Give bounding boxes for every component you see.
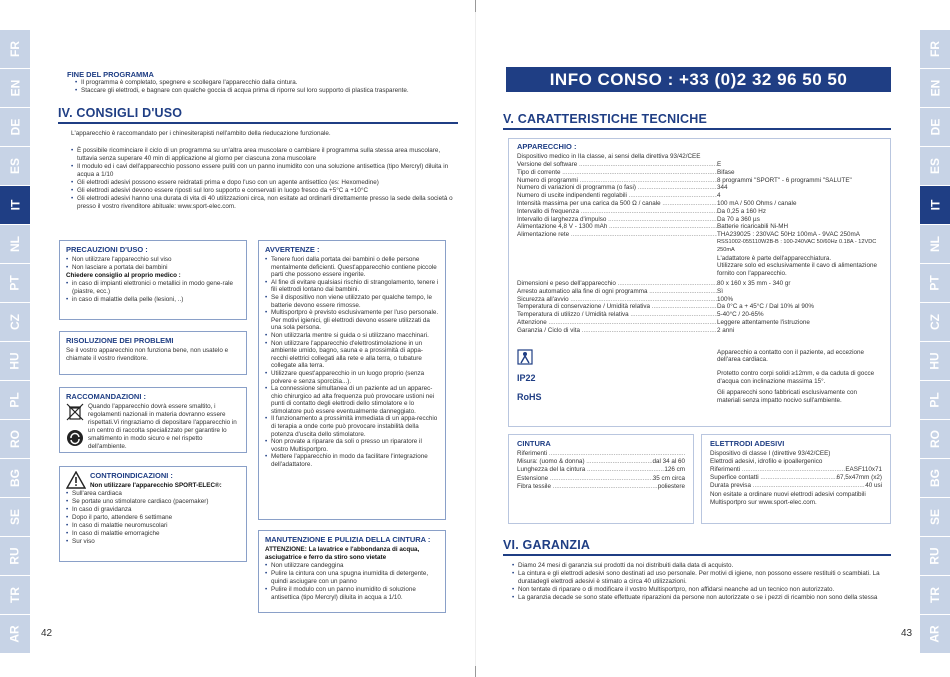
list-item: • Diamo 24 mesi di garanzia sui prodotti da noi distribuiti dalla data di acquisto. — [512, 562, 897, 570]
language-tab-hu[interactable] — [920, 342, 950, 380]
language-tab-bg[interactable] — [0, 459, 30, 497]
spec-row — [517, 458, 685, 466]
list-item: • Non lasciare a portata dei bambini — [66, 264, 240, 272]
ip-rating-label: IP22 — [517, 373, 536, 384]
usage-title: IV. CONSIGLI D'USO — [58, 106, 183, 120]
spec-row — [710, 474, 882, 482]
language-tab-fr[interactable] — [920, 30, 950, 68]
language-tab-label: PL — [928, 392, 942, 408]
spec-value: EASF110x71 — [845, 466, 882, 473]
spec-key: Numero di variazioni di programma (o fasi) ..... — [517, 184, 717, 192]
list-item: • Il programma è completato, spegnere e scollegare l'apparecchio dalla cintura. — [75, 79, 462, 87]
spec-row — [517, 184, 882, 192]
spec-row — [517, 177, 882, 185]
spec-value: 35 cm circa — [652, 474, 685, 482]
language-tab-label: IT — [7, 199, 22, 211]
symbols-list — [517, 349, 882, 406]
language-tab-en[interactable] — [0, 69, 30, 107]
list-item: • Non provate a riparare da soli o presso un riparatore il vostro Multisportpro. — [265, 438, 439, 453]
language-tab-label: CZ — [928, 314, 942, 330]
language-tab-label: EN — [927, 79, 942, 97]
contraindications-title: CONTROINDICAZIONI : — [90, 471, 173, 480]
language-tab-se[interactable] — [920, 498, 950, 536]
list-item: • Tenere fuori dalla portata dei bambini o delle persone mentalmente deficienti. Quest'apparecchio contiene piccole parti che possono essere ingerite. — [265, 256, 439, 279]
recommendations-text: Quando l'apparecchio dovrà essere smaltito, i regolamenti nazionali in materia dovranno essere rispettati.Vi ringraziamo di depositare l'apparecchio in un centro di raccolta specializzato per garantire lo smaltimento in modo sicuro e nel rispetto dell'ambiente. — [88, 403, 237, 450]
list-item: • Non utilizzare candeggina — [265, 562, 439, 570]
power-label: Alimentazione rete ..... — [517, 231, 717, 278]
belt-box — [508, 434, 694, 524]
rohs-label: RoHS — [517, 392, 542, 403]
spec-row — [517, 288, 882, 296]
warning-icon — [66, 471, 86, 489]
usage-heading — [58, 106, 458, 124]
crop-mark — [475, 0, 476, 12]
warranty-heading — [503, 538, 891, 556]
contraindications-list — [66, 490, 240, 546]
spec-row — [517, 475, 685, 483]
spec-key: Intervallo di frequenza ..... — [517, 208, 717, 216]
spec-row — [517, 200, 882, 208]
language-tab-label: FR — [8, 41, 22, 57]
spec-row — [517, 466, 685, 474]
spec-row — [517, 280, 882, 288]
spec-key: Temperatura di utilizzo / Umidità relativa ..... — [517, 311, 717, 319]
spec-key: Intervallo di larghezza d'impulso ..... — [517, 216, 717, 224]
spec-value: 67,5x47mm (x2) — [836, 474, 882, 482]
page-fold — [475, 0, 476, 677]
language-tab-ro[interactable] — [920, 420, 950, 458]
language-tab-ar[interactable] — [920, 615, 950, 653]
spec-row — [517, 327, 882, 335]
spec-key: Numero di uscite indipendenti regolabili ..... — [517, 192, 717, 200]
spec-key: Attenzione ..... — [517, 319, 717, 327]
usage-list — [71, 147, 461, 211]
power-line: RSS1002-055110W2B-B : 100-240VAC 50/60Hz 0.18A - 12VDC 250mA — [717, 238, 877, 253]
spec-value: 126 cm — [664, 466, 685, 474]
language-tab-en[interactable] — [920, 69, 950, 107]
language-tab-label: BG — [8, 469, 22, 487]
power-line: fornito con l'apparecchio. — [717, 270, 787, 278]
language-tab-tr[interactable] — [0, 576, 30, 614]
language-tab-label: RO — [928, 430, 942, 448]
list-item: • Se portate uno stimolatore cardiaco (pacemaker) — [66, 498, 240, 506]
list-item: • La connessione simultanea di un paziente ad un apparec-chio chirurgico ad alta frequenza può provocare ustioni nei punti di contatto degli elettrodi dello stimolatore e lo stimolatore può essere eventualmente danneggiato. — [265, 385, 439, 415]
spec-value: 2 anni — [717, 326, 735, 334]
belt-title: CINTURA — [517, 439, 551, 448]
language-tab-label: PL — [8, 392, 22, 408]
spec-row — [710, 482, 882, 490]
language-tab-label: TR — [928, 587, 942, 603]
device-title: APPARECCHIO : — [517, 142, 577, 151]
spec-value: Da 0,25 a 160 Hz — [717, 207, 767, 215]
power-row — [517, 231, 882, 278]
language-tab-es[interactable] — [920, 147, 950, 185]
specs-heading — [503, 112, 891, 130]
spec-row — [517, 296, 882, 304]
language-tab-pl[interactable] — [0, 381, 30, 419]
symbol-row — [517, 389, 882, 405]
spec-value: 5-40°C / 20-65% — [717, 311, 764, 319]
warranty-title: VI. GARANZIA — [503, 538, 591, 552]
electrodes-desc-2: Elettrodi adesivi, idrofilo e ipoallergenico — [710, 458, 823, 465]
list-item: • Pulire la cintura con una spugna inumidita di detergente, quindi asciugare con un panno — [265, 570, 439, 586]
language-tab-label: RO — [8, 430, 22, 448]
spec-value: Leggere attentamente l'istruzione — [717, 318, 810, 326]
language-tab-pt[interactable] — [920, 264, 950, 302]
list-item: • Non utilizzare l'apparecchio sul viso — [66, 256, 240, 264]
spec-row — [517, 169, 882, 177]
spec-row — [517, 319, 882, 327]
language-tab-label: FR — [928, 41, 942, 57]
spec-value: 40 usi — [865, 482, 882, 490]
language-tab-label: SE — [7, 508, 22, 526]
spec-row — [517, 223, 882, 231]
troubleshooting-text: Se il vostro apparecchio non funziona bene, non usatelo e chiamate il vostro rivenditore. — [66, 347, 229, 362]
spec-key: Arresto automatico alla fine di ogni programma ..... — [517, 288, 717, 296]
warnings-title: AVVERTENZE : — [265, 245, 320, 254]
language-tab-label: ES — [7, 157, 22, 175]
language-tab-label: HU — [8, 352, 22, 370]
spec-key: Dimensioni e peso dell'apparecchio ..... — [517, 280, 717, 288]
list-item: • Sur viso — [66, 538, 240, 546]
info-text: INFO CONSO : +33 (0)2 32 96 50 50 — [549, 69, 848, 89]
electrodes-title: ELETTRODI ADESIVI — [710, 439, 785, 448]
power-values — [717, 231, 882, 278]
spec-key: Temperatura di conservazione / Umidità relativa ..... — [517, 303, 717, 311]
language-tab-label: NL — [8, 236, 22, 252]
language-tab-hu[interactable] — [0, 342, 30, 380]
list-item: • Non utilizzare l'apparecchio d'elettrostimolazione in un ambiente umido, bagno, sauna e a prossimità di appa-recchi elettrici collegati alla rete e alla terra, o tubature collegate alla terra. — [265, 340, 439, 370]
precautions-title: PRECAUZIONI D'USO : — [66, 245, 148, 254]
spec-key: Garanzia / Ciclo di vita ..... — [517, 327, 717, 335]
end-program-section — [67, 70, 462, 95]
language-tab-ru[interactable] — [0, 537, 30, 575]
spec-value: Da 70 a 360 µs — [717, 215, 760, 223]
language-tab-pl[interactable] — [920, 381, 950, 419]
list-item: • Non tentate di riparare o di modificare il vostro Multisportpro, non affidarsi neanche ad un tecnico non autorizzato. — [512, 586, 897, 594]
language-tab-label: SE — [927, 508, 942, 526]
symbol-text: Gli apparecchi sono fabbricati esclusivamente con materiali senza impatto nocivo sull'ambiente. — [717, 389, 858, 405]
symbol-row — [517, 349, 882, 368]
list-item: • Gli elettrodi adesivi hanno una durata di vita di 40 utilizzazioni circa, non esitate ad ordinarli direttamente presso la sede della società o presso il vostro rivenditore abituale: www.sport-elec.com. — [71, 195, 461, 211]
language-tab-label: BG — [928, 469, 942, 487]
precautions-ask-list — [66, 280, 240, 304]
crossed-bin-icon — [66, 403, 84, 421]
usage-intro: L'apparecchio è raccomandato per i chinesiterapisti nell'ambito della rieducazione funzionale. — [71, 130, 331, 137]
language-tab-label: CZ — [8, 314, 22, 330]
precautions-list — [66, 256, 240, 272]
maintenance-title: MANUTENZIONE E PULIZIA DELLA CINTURA : — [265, 535, 431, 544]
language-tab-label: PT — [8, 275, 22, 291]
language-tab-es[interactable] — [0, 147, 30, 185]
language-tab-cz[interactable] — [0, 303, 30, 341]
specs-title: V. CARATTERISTICHE TECNICHE — [503, 112, 708, 126]
troubleshooting-box — [59, 331, 247, 375]
spec-key: Numero di programmi ..... — [517, 177, 717, 185]
list-item: • Mettere l'apparecchio in modo da facilitare l'integrazione dell'adattatore. — [265, 453, 439, 468]
electrodes-desc-1: Dispositivo di classe I (direttive 93/42/CEE) — [710, 450, 831, 457]
language-tab-cz[interactable] — [920, 303, 950, 341]
specs-box — [508, 138, 891, 427]
language-tab-label: ES — [927, 157, 942, 175]
language-tab-it[interactable] — [920, 186, 950, 224]
spec-value: Da 0°C a + 45°C / Dal 10% al 90% — [717, 303, 814, 311]
spec-value: poliestere — [657, 482, 685, 490]
contraindications-subtitle: Non utilizzare l'apparecchio SPORT-ELEC®: — [90, 482, 222, 489]
language-tab-pt[interactable] — [0, 264, 30, 302]
contraindications-box — [59, 466, 247, 562]
list-item: • In caso di malattie emorragiche — [66, 530, 240, 538]
language-tab-nl[interactable] — [0, 225, 30, 263]
list-item: • Gli elettrodi adesivi possono essere reidratati prima e dopo l'uso con un agente antisettico (es: Hexomedine) — [71, 179, 461, 187]
bf-patient-icon — [517, 349, 533, 365]
spec-key: Riferimenti ..... — [710, 466, 845, 474]
language-tab-ar[interactable] — [0, 615, 30, 653]
spec-key: Estensione ..... — [517, 475, 653, 483]
language-tab-ro[interactable] — [0, 420, 30, 458]
symbol-text: Protetto contro corpi solidi ≥12mm, e da caduta di gocce d'acqua con inclinazione massima 15°. — [717, 370, 875, 386]
warnings-list — [265, 256, 439, 469]
device-desc: Dispositivo medico in IIa classe, ai sensi della direttiva 93/42/CEE — [517, 153, 701, 160]
list-item: • Sull'area cardiaca — [66, 490, 240, 498]
language-tab-label: AR — [928, 625, 942, 643]
language-tab-de[interactable] — [0, 108, 30, 146]
language-tab-de[interactable] — [920, 108, 950, 146]
spec-value: E — [717, 161, 722, 168]
list-item: • Dopo il parto, attendere 6 settimane — [66, 514, 240, 522]
language-tab-label: DE — [927, 118, 942, 136]
power-line: THA239025 : 230VAC 50Hz 100mA - 9VAC 250mA — [717, 231, 860, 239]
end-program-title: FINE DEL PROGRAMMA — [67, 70, 154, 79]
spec-key: Riferimenti ..... — [517, 450, 685, 458]
language-tab-it[interactable] — [0, 186, 30, 224]
list-item: • Al fine di evitare qualsiasi rischio di strangolamento, tenere i fili elettrodi lontano dai bambini. — [265, 279, 439, 294]
spec-value: 80 x 160 x 35 mm - 340 gr — [717, 279, 791, 287]
symbol-cell — [517, 349, 717, 368]
language-tab-label: TR — [8, 587, 22, 603]
spec-row — [517, 303, 882, 311]
list-item: • Pulire il modulo con un panno inumidito di soluzione antisettica (tipo Mercryl) diluita in acqua a 1/10. — [265, 586, 439, 602]
list-item: • In caso di gravidanza — [66, 506, 240, 514]
warnings-box — [258, 240, 446, 520]
spec-key: Sicurezza all'avvio ..... — [517, 296, 717, 304]
spec-key: Durata previsa ..... — [710, 482, 865, 490]
list-item: • Il modulo ed i cavi dell'apparecchio possono essere puliti con un panno inumidito con una soluzione antisettica (tipo Mercryl) diluita in acqua a 1/10 — [71, 163, 461, 179]
spec-key: Fibra tessile ..... — [517, 483, 658, 491]
spec-rows — [517, 161, 882, 231]
spec-key: Versione del software ..... — [517, 161, 717, 169]
troubleshooting-title: RISOLUZIONE DEI PROBLEMI — [66, 336, 174, 345]
language-tab-label: IT — [927, 199, 942, 211]
language-tabs-left — [0, 30, 30, 654]
spec-value: 100% — [717, 295, 734, 303]
language-tab-se[interactable] — [0, 498, 30, 536]
precautions-ask-title: Chiedere consiglio al proprio medico : — [66, 272, 181, 279]
end-program-list — [75, 79, 462, 95]
language-tab-ru[interactable] — [920, 537, 950, 575]
list-item: • in caso di malattie della pelle (lesioni, ..) — [66, 296, 240, 304]
recycle-icon — [66, 429, 84, 447]
recommendations-box — [59, 387, 247, 453]
list-item: • Se il dispositivo non viene utilizzato per qualche tempo, le batterie devono essere rimosse. — [265, 294, 439, 309]
recommendations-title: RACCOMANDAZIONI : — [66, 392, 146, 401]
list-item: • in caso di impianti elettronici o metallici in modo gene-rale (piastre, ecc.) — [66, 280, 240, 296]
list-item: • È possibile ricominciare il ciclo di un programma su un'altra area muscolare o cambiare il programma sulla stessa area muscolare, tuttavia senza superare 40 min di applicazione al giorno per ciascuna zona muscolare — [71, 147, 461, 163]
list-item: • Non utilizzarla mentre si guida o si utilizzano macchinari. — [265, 332, 439, 340]
spec-row — [517, 483, 685, 491]
spec-value: dal 34 al 60 — [652, 458, 685, 466]
warranty-list — [512, 562, 897, 602]
info-banner — [506, 67, 891, 92]
recommendations-icons — [66, 403, 88, 451]
language-tab-label: DE — [7, 118, 22, 136]
electrodes-box — [701, 434, 891, 524]
list-item: • La cintura e gli elettrodi adesivi sono destinati ad uso personale. Per motivi di igiene, non possono essere restituiti o scambiati. La duratadegli elettrodi adesivi è stimato a circa 40 utilizzazioni. — [512, 570, 897, 586]
language-tab-label: RU — [8, 547, 22, 565]
belt-rows — [517, 450, 685, 491]
spec-key: Superfice contatti ..... — [710, 474, 837, 482]
electrodes-note: Non esitate a ordinare nuovi elettrodi adesivi compatibili Multisportpro sur www.sport-elec.com. — [710, 490, 866, 506]
spec-row — [517, 450, 685, 458]
power-line: L'adattatore è parte dell'apparecchiatura. — [717, 254, 832, 262]
spec-row — [517, 216, 882, 224]
language-tab-label: EN — [7, 79, 22, 97]
list-item: • Il funzionamento a prossimità immediata di un appa-recchio di terapia a onde corte può provocare instabilità della potenza d'uscita dello stimolatore. — [265, 415, 439, 438]
page-number-right: 43 — [901, 628, 913, 639]
spec-value: Batterie ricaricabili Ni-MH — [717, 223, 789, 231]
maintenance-box — [258, 530, 446, 613]
language-tab-bg[interactable] — [920, 459, 950, 497]
list-item: • Staccare gli elettrodi, e bagnare con qualche goccia di acqua prima di riporre sul loro supporto di plastica trasparente. — [75, 87, 462, 95]
spec-key: Intensità massima per una carica da 500 Ω / canale ..... — [517, 200, 717, 208]
list-item: • La garanzia decade se sono state effettuate riparazioni da persone non autorizzate o se i pezzi di ricambio non sono della stessa — [512, 594, 897, 602]
spec-value: 344 — [717, 184, 728, 192]
electrodes-rows — [710, 466, 882, 491]
spec-row — [517, 192, 882, 200]
spec-row — [517, 311, 882, 319]
language-tab-label: RU — [928, 547, 942, 565]
spec-row — [517, 161, 882, 169]
spec-row — [710, 466, 882, 474]
precautions-box — [59, 240, 247, 320]
maintenance-list — [265, 562, 439, 602]
spec-key: Misura: (uomo & donna) ..... — [517, 458, 652, 466]
page-number-left: 42 — [41, 628, 53, 639]
language-tabs-right — [920, 30, 950, 654]
spec-key: Alimentazione 4,8 V - 1300 mAh ..... — [517, 223, 717, 231]
spec-rows-2 — [517, 280, 882, 335]
spec-value: 4 — [717, 192, 721, 200]
power-line: Utilizzare solo ed esclusivamente il cavo di alimentazione — [717, 262, 877, 270]
crop-mark — [475, 666, 476, 677]
language-tab-label: AR — [8, 625, 22, 643]
spec-key: Lunghezza del la cintura ..... — [517, 466, 664, 474]
list-item: • Multisportpro è previsto esclusivamente per l'uso personale. Per motivi igienici, gli elettrodi devono essere utilizzati da una sola persona. — [265, 309, 439, 332]
list-item: • Utilizzare quest'apparecchio in un luogo proprio (senza polvere e senza sporcizia...). — [265, 370, 439, 385]
spec-value: 8 programmi "SPORT" - 6 programmi "SALUTE" — [717, 176, 852, 184]
language-tab-fr[interactable] — [0, 30, 30, 68]
language-tab-label: PT — [928, 275, 942, 291]
spec-value: 100 mA / 500 Ohms / canale — [717, 199, 797, 207]
maintenance-subtitle: ATTENZIONE: La lavatrice e l'abbondanza di acqua, asciugatrice e ferro da stiro sono vietate — [265, 546, 420, 561]
spec-value: Bifase — [717, 168, 735, 176]
language-tab-label: NL — [928, 236, 942, 252]
language-tab-tr[interactable] — [920, 576, 950, 614]
symbol-row — [517, 370, 882, 386]
warranty-section — [512, 562, 897, 602]
language-tab-nl[interactable] — [920, 225, 950, 263]
list-item: • In caso di malattie neuromuscolari — [66, 522, 240, 530]
spec-key: Tipo di corrente ..... — [517, 169, 717, 177]
symbol-text: Apparecchio a contatto con il paziente, ad eccezione dell'area cardiaca. — [717, 348, 865, 364]
spec-value: Sì — [717, 287, 723, 295]
spec-row — [517, 208, 882, 216]
usage-section — [71, 130, 461, 211]
list-item: • Gli elettrodi adesivi devono essere riposti sul loro supporto e conservati in luogo fresco da +5°C a +10°C — [71, 187, 461, 195]
language-tab-label: HU — [928, 352, 942, 370]
